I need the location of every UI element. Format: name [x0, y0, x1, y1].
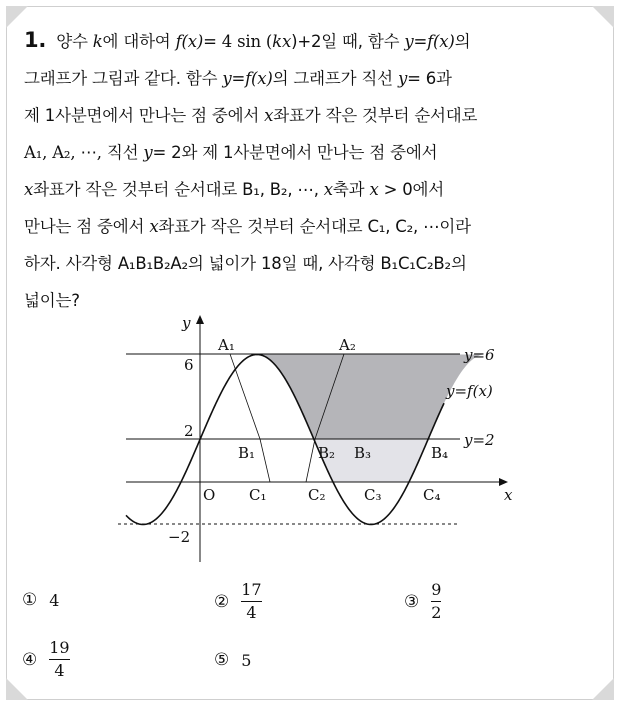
problem-text	[24, 22, 590, 319]
side-b1c1	[260, 439, 270, 482]
y-axis-arrow-icon	[196, 315, 204, 324]
text-run: 좌표가 작은 것부터 순서대로 B₁, B₂, ⋯,	[33, 180, 324, 199]
point-b3: B₃	[354, 444, 372, 462]
math-var: k	[92, 32, 103, 51]
choice-fraction	[431, 580, 441, 623]
text-run: 하자. 사각형 A₁B₁B₂A₂의 넓이가 18일 때, 사각형 B₁C₁C₂B₂의	[24, 254, 467, 273]
numerator: 19	[49, 638, 70, 657]
math-var: y	[222, 69, 232, 88]
problem-line-1	[24, 22, 590, 60]
fraction-bar	[241, 601, 261, 602]
text-run: 축과	[332, 180, 370, 199]
origin-label: O	[203, 486, 216, 504]
point-a1: A₁	[218, 336, 235, 354]
text-run: 만나는 점 중에서	[24, 217, 150, 236]
text-run: 좌표가 작은 것부터 순서대로	[273, 106, 478, 125]
point-c3: C₃	[364, 486, 382, 504]
text-run: 양수	[56, 32, 93, 51]
choice-1[interactable]	[22, 590, 59, 610]
math-var: x	[369, 180, 379, 199]
problem-line-6	[24, 208, 590, 245]
problem-line-4	[24, 134, 590, 171]
numerator: 9	[431, 580, 442, 599]
math-var: y	[397, 69, 408, 88]
denominator: 4	[246, 603, 257, 622]
math-func: f(x)	[427, 32, 455, 51]
side-a1b1	[230, 354, 260, 439]
math-op: =	[413, 32, 428, 51]
point-b1: B₁	[238, 444, 256, 462]
sine-graph	[118, 312, 528, 564]
choice-3[interactable]	[404, 580, 441, 623]
tick-label-6: 6	[184, 356, 194, 374]
numerator: 17	[241, 580, 262, 599]
y-axis-label: y	[182, 314, 191, 332]
text-run: A₁, A₂, ⋯, 직선	[24, 143, 144, 162]
label-y6: y=6	[464, 346, 495, 364]
point-b2: B₂	[318, 444, 336, 462]
text-run: )+2일 때, 함수	[291, 32, 405, 51]
choice-number: ③	[404, 591, 420, 612]
label-y2: y=2	[464, 431, 495, 449]
fraction-bar	[49, 659, 69, 660]
point-a2: A₂	[339, 336, 356, 354]
text-run: 제 1사분면에서 만나는 점 중에서	[24, 106, 265, 125]
label-curve: y=f(x)	[446, 382, 493, 400]
problem-line-5	[24, 171, 590, 208]
choice-4[interactable]	[22, 638, 70, 681]
choice-fraction	[241, 580, 261, 623]
side-b2c2	[306, 439, 315, 482]
math-var: x	[264, 106, 274, 125]
corner-fold-bottom-right	[592, 678, 614, 700]
math-var: kx	[272, 32, 292, 51]
text-run: 에 대하여	[102, 32, 176, 51]
x-axis-arrow-icon	[499, 478, 508, 486]
text-run: 넓이는?	[24, 291, 80, 310]
problem-line-2	[24, 60, 590, 97]
text-run: 의	[454, 32, 471, 51]
math-var: y	[143, 143, 153, 162]
point-c2: C₂	[308, 486, 326, 504]
tick-label-2: 2	[184, 422, 194, 440]
math-var: y	[404, 32, 414, 51]
choice-value: 4	[49, 590, 60, 610]
corner-fold-top-right	[592, 6, 614, 28]
text-run: 좌표가 작은 것부터 순서대로 C₁, C₂, ⋯이라	[158, 217, 471, 236]
corner-fold-bottom-left	[6, 678, 28, 700]
choice-number: ②	[214, 591, 230, 612]
problem-line-7	[24, 245, 590, 282]
math-func: f(x)	[245, 69, 273, 88]
text-run: 의 그래프가 직선	[272, 69, 398, 88]
problem-line-3	[24, 97, 590, 134]
math-expr: = 4 sin (	[203, 32, 273, 51]
point-b4: B₄	[431, 444, 449, 462]
x-axis-label: x	[504, 486, 513, 504]
math-var: x	[24, 180, 34, 199]
math-var: x	[323, 180, 333, 199]
choice-2[interactable]	[214, 580, 262, 623]
point-c4: C₄	[423, 486, 441, 504]
choice-number: ①	[22, 590, 38, 610]
choice-number: ④	[22, 649, 38, 670]
math-op: =	[231, 69, 246, 88]
denominator: 4	[54, 661, 65, 680]
text-run: 그래프가 그림과 같다. 함수	[24, 69, 223, 88]
text-run: > 0에서	[378, 180, 445, 199]
problem-number: 1.	[24, 28, 47, 52]
math-func: f(x)	[175, 32, 204, 51]
text-run: = 6과	[407, 69, 452, 88]
denominator: 2	[431, 603, 442, 622]
point-c1: C₁	[249, 486, 267, 504]
tick-label-minus2: −2	[168, 528, 191, 546]
choice-value: 5	[241, 650, 252, 670]
choice-fraction	[49, 638, 69, 681]
choice-5[interactable]	[214, 650, 251, 670]
choice-number: ⑤	[214, 650, 230, 670]
math-var: x	[149, 217, 159, 236]
fraction-bar	[431, 601, 441, 602]
text-run: = 2와 제 1사분면에서 만나는 점 중에서	[152, 143, 438, 162]
